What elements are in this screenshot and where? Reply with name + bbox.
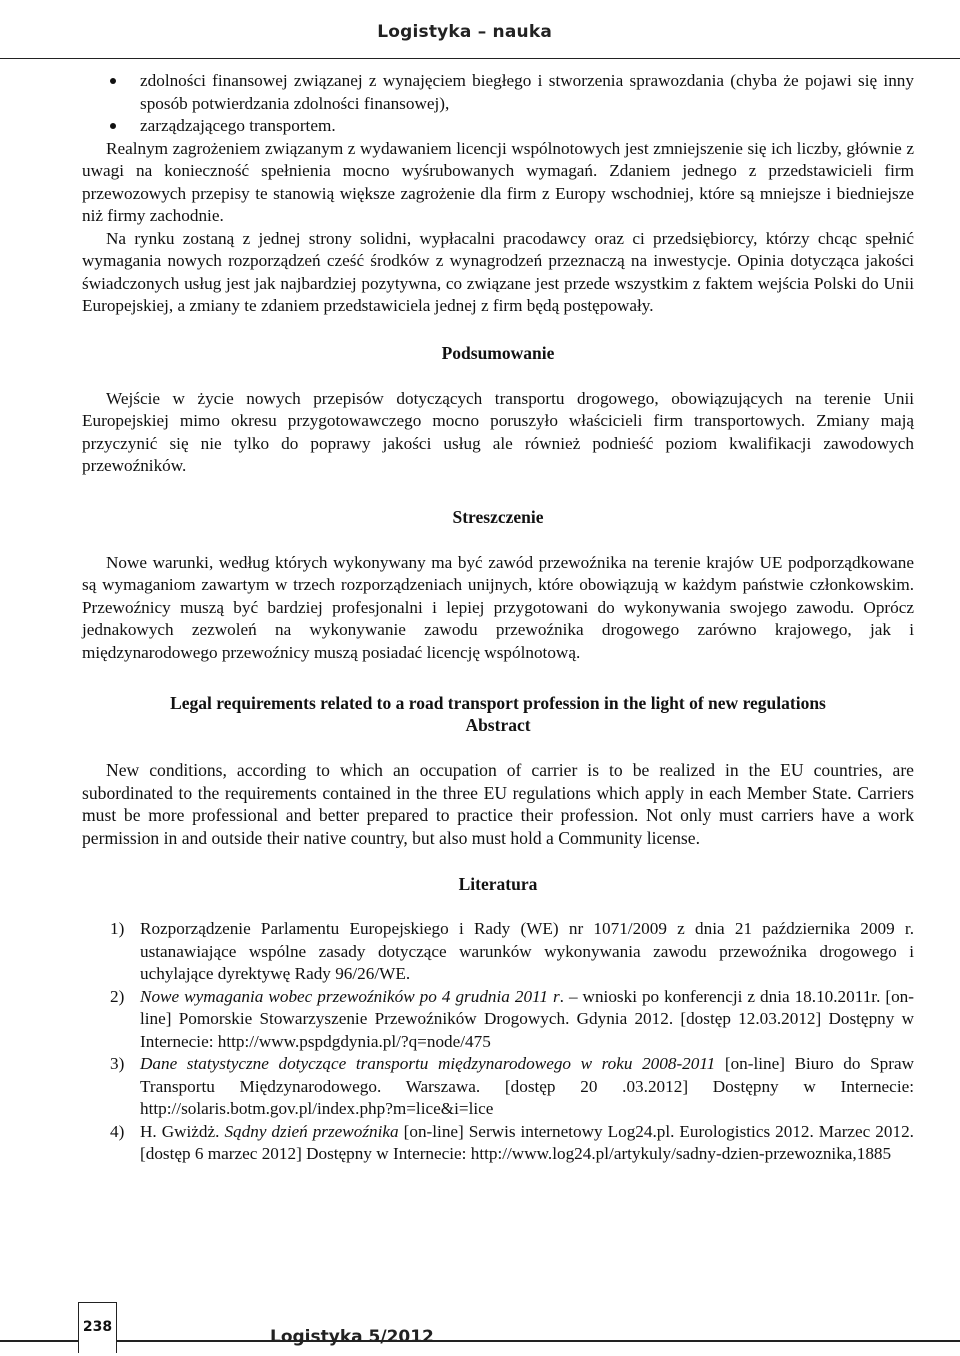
bullet-item: zarządzającego transportem.	[82, 115, 914, 138]
reference-title: Sądny dzień przewoźnika	[224, 1121, 399, 1141]
page-number: 238	[82, 1319, 113, 1335]
section-heading-streszczenie: Streszczenie	[452, 506, 544, 527]
section-heading-literatura: Literatura	[458, 874, 538, 895]
journal-issue: Logistyka 5/2012	[270, 1327, 434, 1347]
english-title: Legal requirements related to a road transport profession in the light of new regulations	[170, 693, 826, 713]
reference-text: [on-line] Biuro do Spraw Transportu Międzynarodowego. Warszawa. [dostęp 20 .03.2012] Dostępny w Internecie: http://solaris.botm.gov.pl/index.php?m=lice&i=lice	[140, 1054, 914, 1119]
streszczenie-paragraph: Nowe warunki, według których wykonywany ma być zawód przewoźnika na terenie krajów UE podporządkowane są wymaganiom zawartym w trzech rozporządzeniach unijnych, które obowiązują w każdym państwie członkowskim. Przewoźnicy muszą być bardziej profesjonalni i lepiej przygotowani do wykonywania swojego zawodu. Oprócz jednakowych zezwoleń na wykonywanie zawodu przewoźnika drogowego zarówno krajowego, jak i międzynarodowego przewoźnicy muszą posiadać licencję wspólnotową.	[82, 552, 914, 662]
reference-title: Dane statystyczne dotyczące transportu międzynarodowego w roku 2008-2011	[140, 1054, 716, 1074]
reference-number: 4)	[110, 1121, 125, 1141]
reference-number: 3)	[110, 1054, 125, 1074]
journal-section-title: Logistyka – nauka	[377, 22, 552, 42]
article-body	[82, 70, 914, 1166]
reference-text: Rozporządzenie Parlamentu Europejskiego i Rady (WE) nr 1071/2009 z dnia 21 października 2009 r. ustanawiające wspólne zasady dotyczące warunków wykonywania zawodu przewoźnika drogowego i uchylające dyrektywę Rady 96/26/WE.	[140, 919, 914, 984]
abstract-paragraph: New conditions, according to which an occupation of carrier is to be realized in the EU countries, are subordinated to the requirements contained in the three EU regulations which apply in each Member State. Carriers must be more professional and better prepared to practice their profession. Not only must carriers have a work permission in and outside their native country, but also must hold a Community license.	[82, 760, 914, 848]
reference-item	[82, 986, 914, 1054]
reference-author: H. Gwiżdż.	[140, 1121, 225, 1141]
reference-item	[82, 1053, 914, 1121]
footer-rule	[0, 1340, 960, 1342]
reference-item	[82, 918, 914, 986]
section-heading-podsumowanie: Podsumowanie	[441, 342, 555, 363]
reference-text: [on-line] Serwis internetowy Log24.pl. Eurologistics 2012. Marzec 2012. [dostęp 6 marzec 2012] Dostępny w Internecie: http://www.log24.pl/artykuly/sadny-dzien-przewoznika,1885	[140, 1121, 914, 1164]
reference-number: 1)	[110, 919, 125, 939]
body-paragraph: Realnym zagrożeniem związanym z wydawaniem licencji wspólnotowych jest zmniejszenie się ich liczby, głównie z uwagi na konieczność spełnienia mocno wyśrubowanych wymagań. Zdaniem jednego z przedstawicieli firm przewozowych przepisy te stanowią większe zagrożenie dla firm z Europy wschodniej, które są mniejsze i biedniejsze niż firmy zachodnie.	[82, 138, 914, 225]
reference-item	[82, 1121, 914, 1166]
reference-number: 2)	[110, 986, 125, 1006]
page-number-box	[78, 1302, 117, 1353]
running-header	[0, 0, 960, 59]
section-heading-abstract: Abstract	[465, 715, 531, 735]
references-list	[82, 918, 914, 1166]
reference-title: Nowe wymagania wobec przewoźników po 4 grudnia 2011 r	[140, 986, 560, 1006]
reference-text: . – wnioski po konferencji z dnia 18.10.2011r. [on-line] Pomorskie Stowarzyszenie Przewoźników Drogowych. Gdynia 2012. [dostęp 12.03.2012] Dostępny w Internecie: http://www.pspdgdynia.pl/?q=node/475	[140, 986, 914, 1051]
body-paragraph: Na rynku zostaną z jednej strony solidni, wypłacalni pracodawcy oraz ci przedsiębiorcy, którzy chcąc spełnić wymagania nowych rozporządzeń cześć środków z wynagrodzeń przeznaczą na inwestycje. Opinia dotycząca jakości świadczonych usług jest jak najbardziej pozytywna, co związane jest przede wszystkim z faktem wejścia Polski do Unii Europejskiej, a zmiany te zdaniem przedstawiciela jednej z firm będą postępowały.	[82, 228, 914, 315]
summary-paragraph: Wejście w życie nowych przepisów dotyczących transportu drogowego, obowiązujących na terenie Unii Europejskiej mimo okresu przygotowawczego mocno poruszyło właścicieli firm transportowych. Zmiany mają przyczynić się nie tylko do poprawy jakości usług ale również podnieść poziom kwalifikacji zawodowych przewoźników.	[82, 388, 914, 475]
bullet-item: zdolności finansowej związanej z wynajęciem biegłego i stworzenia sprawozdania (chyba że pojawi się inny sposób potwierdzania zdolności finansowej),	[82, 70, 914, 115]
requirements-bullet-list	[82, 70, 914, 138]
